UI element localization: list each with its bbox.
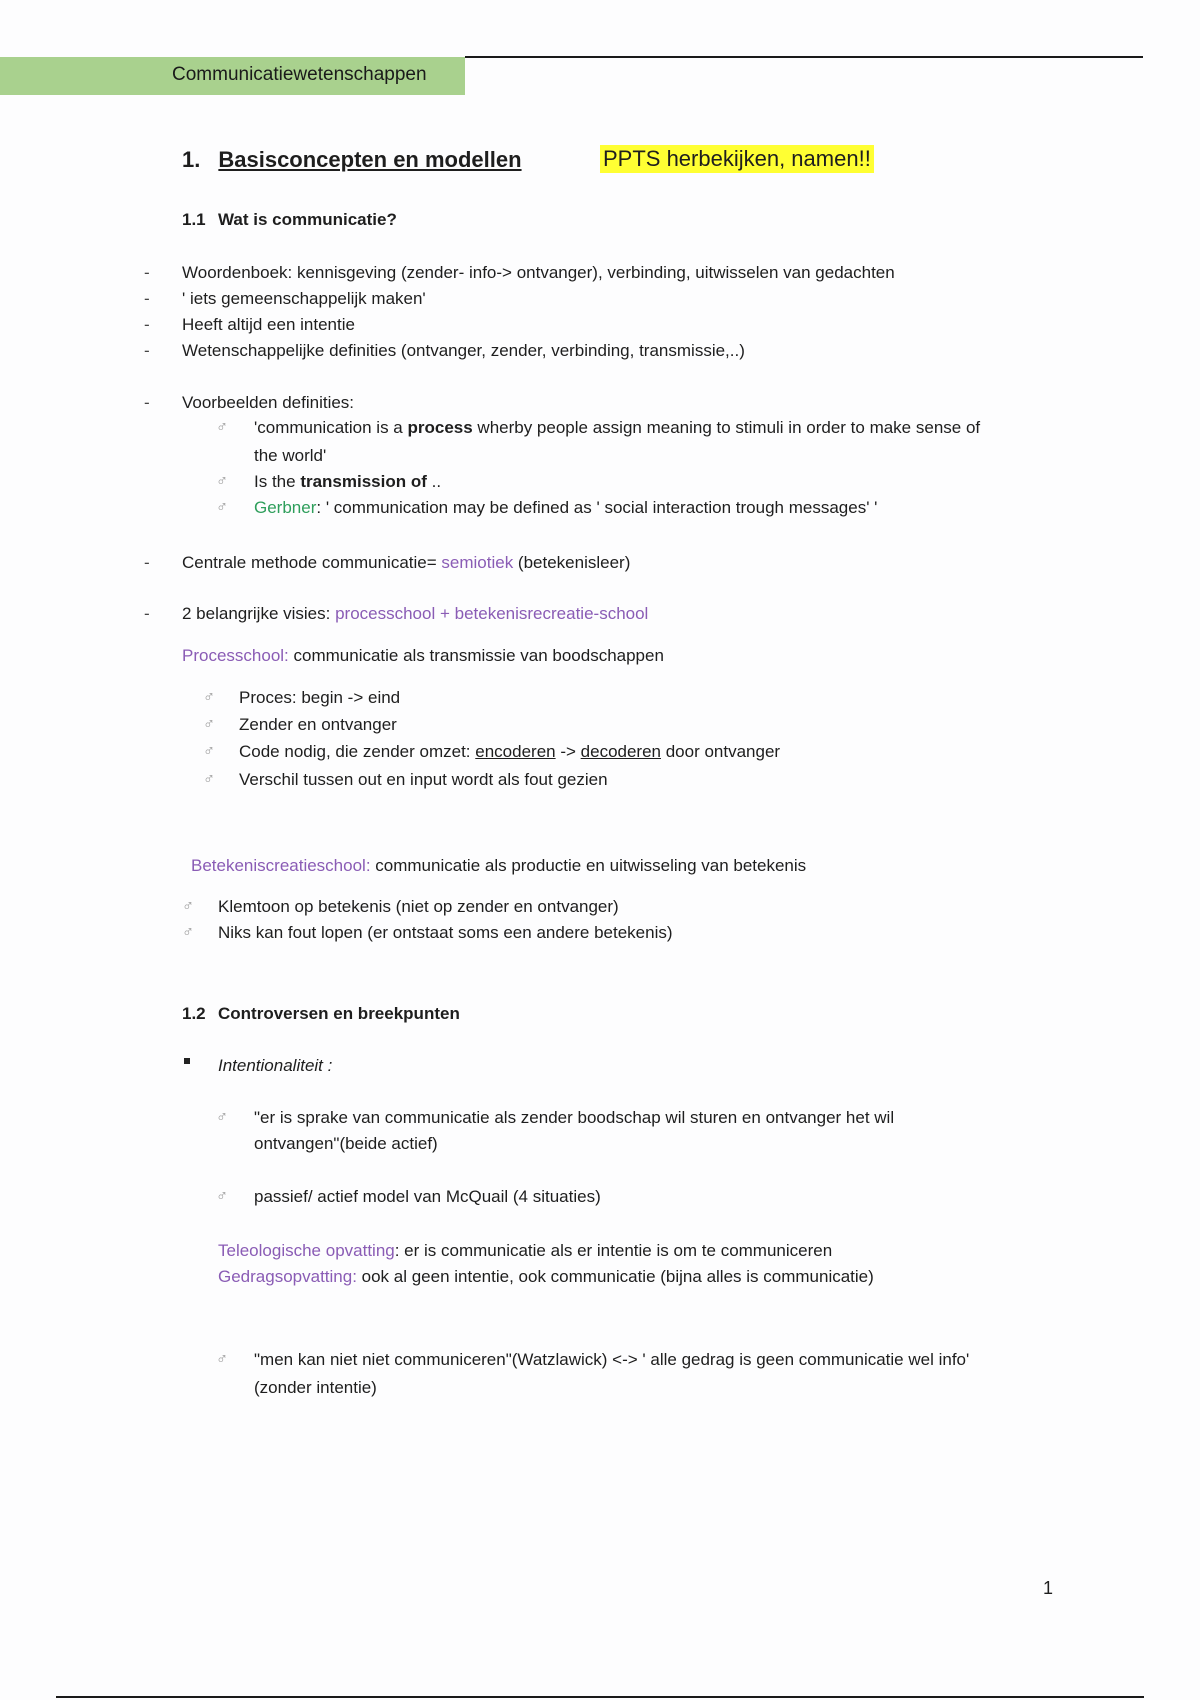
dash-bullet: - [144,393,150,412]
ring-bullet-icon: ♂ [203,716,215,733]
intent-item-cont: (zonder intentie) [254,1378,377,1397]
meaning-item: Niks kan fout lopen (er ontstaat soms een andere betekenis) [218,923,673,942]
dash-bullet: - [144,289,150,308]
example-definition: 'communication is a process wherby people assign meaning to stimuli in order to make sense of [254,418,981,437]
intent-item: "men kan niet niet communiceren"(Watzlawick) <-> ' alle gedrag is geen communicatie wel info' [254,1350,970,1369]
meaning-item: Klemtoon op betekenis (niet op zender en ontvanger) [218,897,619,916]
processchool-line: Processchool: communicatie als transmissie van boodschappen [182,646,664,665]
example-definition: Gerbner: ' communication may be defined as ' social interaction trough messages' ' [254,498,878,517]
section-heading-1-1 [182,210,397,230]
page-number: 1 [1043,1578,1054,1598]
process-item: Verschil tussen out en input wordt als fout gezien [239,770,608,789]
chapter-number: 1. [182,147,201,172]
examples-label: Voorbeelden definities: [182,393,355,412]
teleological-line: Teleologische opvatting: er is communicatie als er intentie is om te communiceren [218,1241,833,1260]
dash-bullet: - [144,315,150,334]
ring-bullet-icon: ♂ [216,499,228,516]
process-item: Zender en ontvanger [239,715,397,734]
ring-bullet-icon: ♂ [216,1351,228,1368]
intentionality-label: Intentionaliteit : [218,1056,333,1075]
chapter-heading [182,147,532,173]
process-item: Code nodig, die zender omzet: encoderen -> decoderen door ontvanger [239,742,781,761]
section-title: Wat is communicatie? [218,210,397,229]
ring-bullet-icon: ♂ [182,924,194,941]
section-heading-1-2 [182,1004,460,1024]
footer-rule [56,1696,1144,1698]
section-number: 1.1 [182,210,206,229]
ring-bullet-icon: ♂ [182,898,194,915]
betekeniscreatieschool-line: Betekeniscreatieschool: communicatie als productie en uitwisseling van betekenis [191,856,807,875]
process-item: Proces: begin -> eind [239,688,401,707]
dash-bullet: - [144,263,150,282]
ring-bullet-icon: ♂ [216,1109,228,1126]
section-number: 1.2 [182,1004,206,1023]
example-definition: Is the transmission of .. [254,472,442,491]
ring-bullet-icon: ♂ [216,1188,228,1205]
header-rule [465,56,1143,58]
list-item: 2 belangrijke visies: processchool + betekenisrecreatie-school [182,604,649,623]
intent-item: passief/ actief model van McQuail (4 situaties) [254,1187,601,1206]
behavioral-line: Gedragsopvatting: ook al geen intentie, ook communicatie (bijna alles is communicatie) [218,1267,874,1286]
ring-bullet-icon: ♂ [203,743,215,760]
dash-bullet: - [144,341,150,360]
dash-bullet: - [144,553,150,572]
ring-bullet-icon: ♂ [216,473,228,490]
ring-bullet-icon: ♂ [203,689,215,706]
ring-bullet-icon: ♂ [203,771,215,788]
list-item: Wetenschappelijke definities (ontvanger, zender, verbinding, transmissie,..) [182,341,745,360]
chapter-title: Basisconcepten en modellen [218,147,522,172]
ring-bullet-icon: ♂ [216,419,228,436]
dash-bullet: - [144,604,150,623]
intent-item-cont: ontvangen"(beide actief) [254,1134,438,1153]
highlight-note: PPTS herbekijken, namen!! [600,145,874,173]
example-definition-cont: the world' [254,446,327,465]
section-title: Controversen en breekpunten [218,1004,460,1023]
list-item: Heeft altijd een intentie [182,315,355,334]
list-item: Woordenboek: kennisgeving (zender- info-> ontvanger), verbinding, uitwisselen van gedachten [182,263,895,282]
square-bullet-icon [184,1058,190,1064]
intent-item: "er is sprake van communicatie als zender boodschap wil sturen en ontvanger het wil [254,1108,895,1127]
header-title: Communicatiewetenschappen [172,64,427,85]
list-item: Centrale methode communicatie= semiotiek (betekenisleer) [182,553,631,572]
list-item: ' iets gemeenschappelijk maken' [182,289,426,308]
